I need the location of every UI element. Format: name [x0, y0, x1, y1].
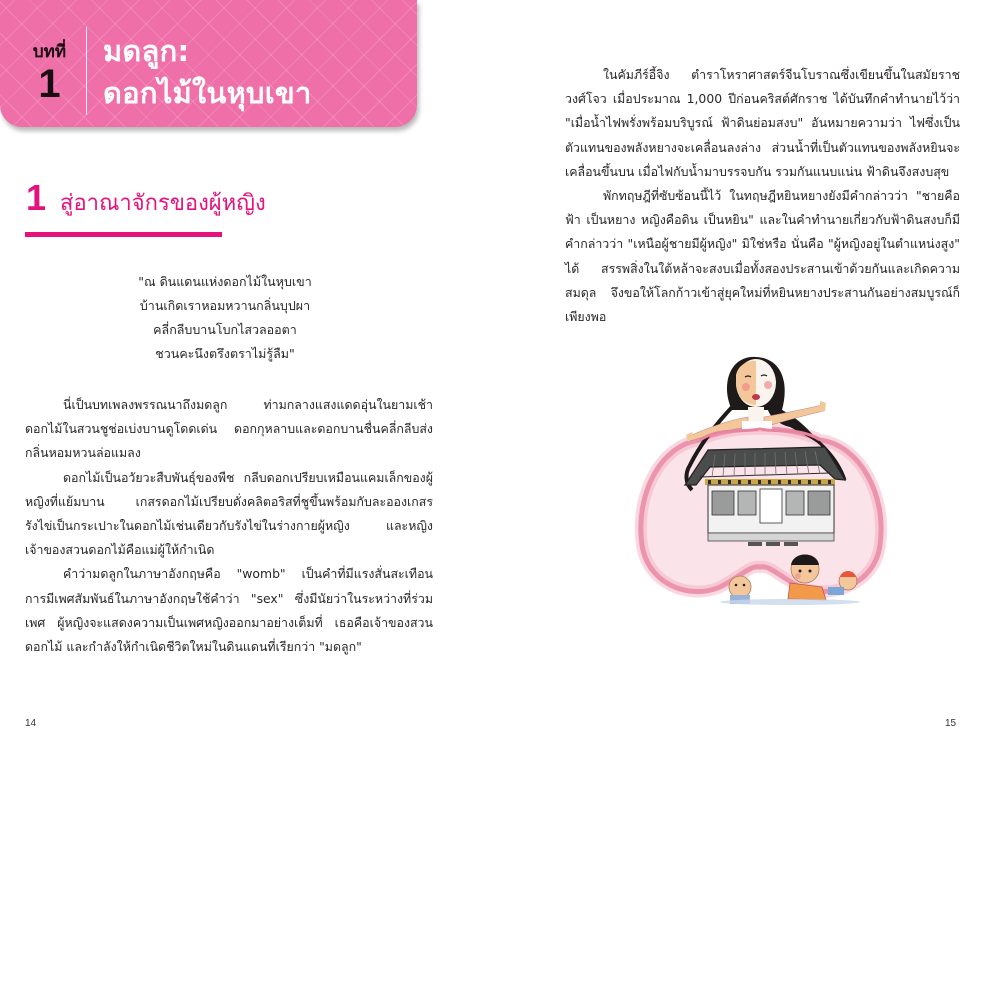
paragraph: พักทฤษฎีที่ซับซ้อนนี้ไว้ ในทฤษฎีหยินหยางยังมีคำกล่าวว่า "ชายคือฟ้า เป็นหยาง หญิงคือดิน เป็นหยิน" และในคำทำนายเกี่ยวกับฟ้าดินสงบก็มีคำกล่าวว่า "เหนือผู้ชายมีผู้หญิง" มิใช่หรือ นั่นคือ "ผู้หญิงอยู่ในตำแหน่งสูง" ได้ สรรพสิ่งในใต้หล้าจะสงบเมื่อทั้งสองประสานเข้าด้วยกันและเกิดความสมดุล จึงขอให้โลกก้าวเข้าสู่ยุคใหม่ที่หยินหยางประสานกันอย่างสมบูรณ์ก็เพียงพอ: [565, 188, 960, 325]
right-page-body: [565, 63, 960, 329]
illustration-woman-house-icon: [630, 355, 890, 605]
chapter-title-line1: มดลูก:: [103, 34, 190, 68]
paragraph: ดอกไม้เป็นอวัยวะสืบพันธุ์ของพืช กลีบดอกเปรียบเหมือนแคมเล็กของผู้หญิงที่แย้มบาน เกสรดอกไม้เปรียบดั่งคลิตอริสที่ชูขึ้นพร้อมกับละอองเกสร รังไข่เป็นกระเปาะในดอกไม้เช่นเดียวกับรังไข่ในร่างกายผู้หญิง และหญิงเจ้าของสวนดอกไม้คือแม่ผู้ให้กำเนิด: [25, 469, 433, 558]
section-number: 1: [26, 177, 47, 218]
section-underline: [25, 232, 222, 237]
chapter-label-word: บทที่: [32, 42, 67, 62]
page-number-left: 14: [25, 718, 37, 729]
poem-line: ชวนคะนึงตรึงตราไม่รู้ลืม": [155, 346, 295, 361]
chapter-number: 1: [38, 62, 61, 106]
paragraph: นี่เป็นบทเพลงพรรณนาถึงมดลูก ท่ามกลางแสงแดดอุ่นในยามเช้า ดอกไม้ในสวนชูช่อเบ่งบานดูโดดเด่น ดอกกุหลาบและดอกบานชื่นคลี่กลีบส่งกลิ่นหอมหวนล่อแมลง: [25, 397, 433, 461]
chapter-title: [103, 30, 312, 114]
poem: [60, 270, 390, 366]
poem-line: บ้านเกิดเราหอมหวานกลิ่นบุปผา: [139, 298, 311, 313]
left-page-body: [25, 393, 433, 659]
chapter-divider: [86, 27, 87, 115]
section-title: สู่อาณาจักรของผู้หญิง: [60, 191, 266, 216]
chapter-label: [22, 42, 77, 104]
paragraph: ในคัมภีร์อี้จิง ตำราโหราศาสตร์จีนโบราณซึ่งเขียนขึ้นในสมัยราชวงศ์โจว เมื่อประมาณ 1,000 ปีก่อนคริสต์ศักราช ได้บันทึกคำทำนายไว้ว่า "เมื่อน้ำไฟพรั่งพร้อมบริบูรณ์ ฟ้าดินย่อมสงบ" อันหมายความว่า ไฟซึ่งเป็นตัวแทนของพลังหยางจะเคลื่อนลงล่าง ส่วนน้ำที่เป็นตัวแทนของพลังหยินจะเคลื่อนขึ้นบน เมื่อไฟกับน้ำมาบรรจบกัน รวมกันแนบแน่น ฟ้าดินจึงสงบสุข: [565, 67, 960, 179]
paragraph: คำว่ามดลูกในภาษาอังกฤษคือ "womb" เป็นคำที่มีแรงสั่นสะเทือน การมีเพศสัมพันธ์ในภาษาอังกฤษใช้คำว่า "sex" ซึ่งมีนัยว่าในระหว่างที่ร่วมเพศ ผู้หญิงจะแสดงความเป็นเพศหญิงออกมาอย่างเต็มที่ เธอคือเจ้าของสวนดอกไม้ และกำลังให้กำเนิดชีวิตใหม่ในดินแดนที่เรียกว่า "มดลูก": [25, 566, 433, 655]
page-number-right: 15: [945, 718, 957, 729]
chapter-title-line2: ดอกไม้ในหุบเขา: [103, 76, 312, 110]
chapter-header: [0, 0, 417, 127]
poem-line: "ณ ดินแดนแห่งดอกไม้ในหุบเขา: [138, 274, 312, 289]
poem-line: คลี่กลีบบานโบกไสวลออตา: [153, 322, 297, 337]
section-heading: [26, 178, 266, 224]
